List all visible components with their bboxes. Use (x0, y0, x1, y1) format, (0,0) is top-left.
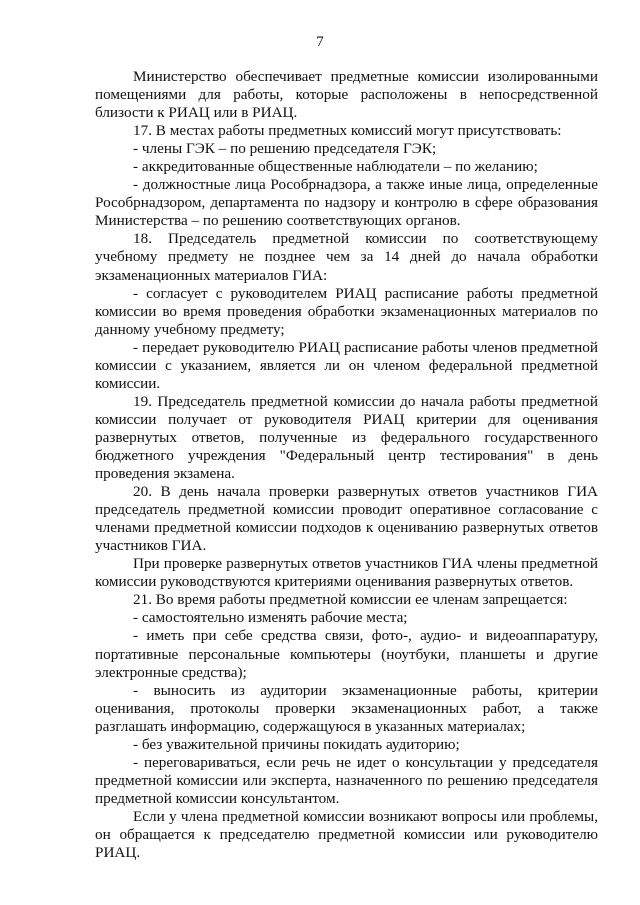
list-item: - передает руководителю РИАЦ расписание работы членов предметной комиссии с указанием, является ли он членом федеральной предметной комиссии. (95, 338, 598, 392)
paragraph: 19. Председатель предметной комиссии до начала работы предметной комиссии получает от руководителя РИАЦ критерии для оценивания развернутых ответов, полученные из федерального государственного бюджетного учреждения "Федеральный центр тестирования" в день проведения экзамена. (95, 392, 598, 483)
list-item: - члены ГЭК – по решению председателя ГЭК; (133, 140, 437, 158)
page-number: 7 (316, 34, 324, 50)
paragraph: Министерство обеспечивает предметные комиссии изолированными помещениями для работы, которые расположены в непосредственной близости к РИАЦ или в РИАЦ. (95, 68, 598, 122)
paragraph: 20. В день начала проверки развернутых ответов участников ГИА председатель предметной комиссии проводит оперативное согласование с членами предметной комиссии подходов к оцениванию развернутых ответов участников ГИА. (95, 483, 598, 555)
list-item: - должностные лица Рособрнадзора, а также иные лица, определенные Рособрнадзором, департамента по надзору и контролю в сфере образования Министерства – по решению соответствующих органов. (95, 176, 598, 230)
list-item: - иметь при себе средства связи, фото-, аудио- и видеоаппаратуру, портативные персональные компьютеры (ноутбуки, планшеты и другие электронные средства); (95, 627, 598, 681)
list-item: - самостоятельно изменять рабочие места; (133, 609, 408, 627)
paragraph: При проверке развернутых ответов участников ГИА члены предметной комиссии руководствуются критериями оценивания развернутых ответов. (95, 555, 598, 591)
list-item: - аккредитованные общественные наблюдатели – по желанию; (133, 158, 538, 176)
paragraph: Если у члена предметной комиссии возникают вопросы или проблемы, он обращается к председателю предметной комиссии или руководителю РИАЦ. (95, 807, 598, 862)
paragraph: 17. В местах работы предметных комиссий могут присутствовать: (133, 122, 562, 140)
document-body (95, 68, 598, 862)
list-item: - выносить из аудитории экзаменационные работы, критерии оценивания, протоколы проверки экзаменационных работ, а также разглашать информацию, содержащуюся в указанных материалах; (95, 681, 598, 735)
paragraph: 21. Во время работы предметной комиссии ее членам запрещается: (133, 591, 568, 609)
list-item: - без уважительной причины покидать аудиторию; (133, 735, 460, 753)
list-item: - согласует с руководителем РИАЦ расписание работы предметной комиссии во время проведения обработки экзаменационных материалов по данному учебному предмету; (95, 284, 598, 338)
list-item: - переговариваться, если речь не идет о консультации у председателя предметной комиссии или эксперта, назначенного по решению председателя предметной комиссии консультантом. (95, 753, 598, 807)
paragraph: 18. Председатель предметной комиссии по соответствующему учебному предмету не позднее чем за 14 дней до начала обработки экзаменационных материалов ГИА: (95, 230, 598, 284)
